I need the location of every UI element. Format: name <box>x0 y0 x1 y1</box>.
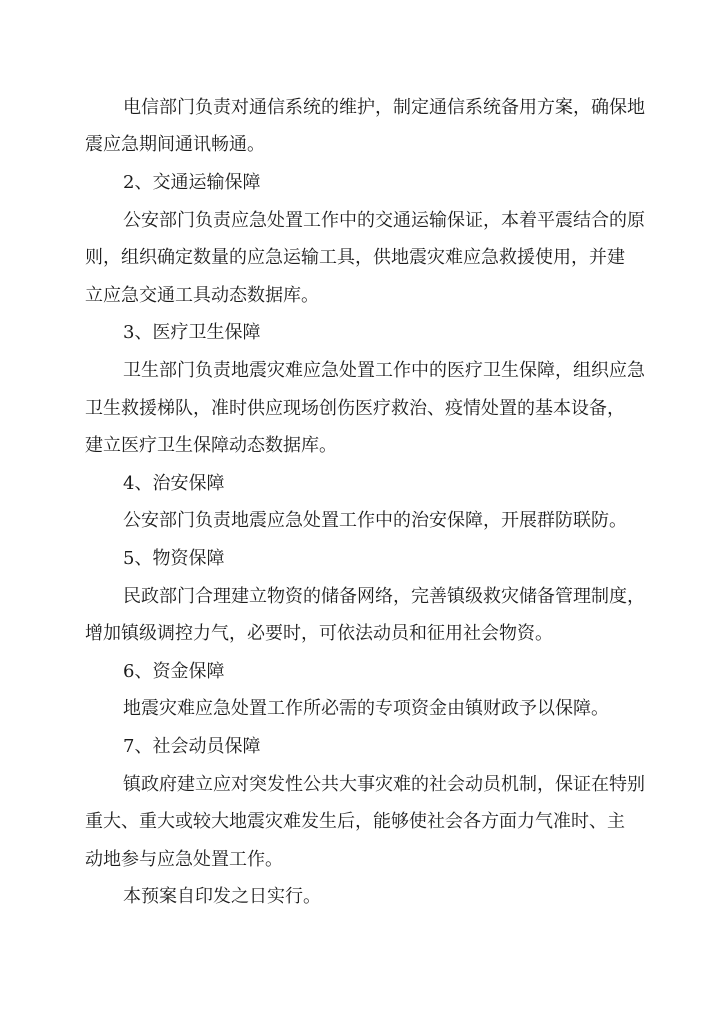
paragraph-line: 地震灾难应急处置工作所必需的专项资金由镇财政予以保障。 <box>123 698 609 719</box>
paragraph-line: 立应急交通工具动态数据库。 <box>85 285 319 306</box>
section-heading: 7、社会动员保障 <box>123 736 261 757</box>
paragraph-line: 本预案自印发之日实行。 <box>123 886 321 907</box>
section-heading: 5、物资保障 <box>123 548 225 569</box>
paragraph-line: 公安部门负责地震应急处置工作中的治安保障，开展群防联防。 <box>123 510 627 531</box>
paragraph-line: 卫生部门负责地震灾难应急处置工作中的医疗卫生保障，组织应急 <box>123 360 645 381</box>
paragraph-line: 卫生救援梯队，准时供应现场创伤医疗救治、疫情处置的基本设备， <box>85 398 625 419</box>
paragraph-line: 建立医疗卫生保障动态数据库。 <box>85 435 337 456</box>
paragraph-line: 镇政府建立应对突发性公共大事灾难的社会动员机制，保证在特别 <box>123 774 645 795</box>
paragraph-line: 民政部门合理建立物资的储备网络，完善镇级救灾储备管理制度， <box>123 586 645 607</box>
paragraph-line: 震应急期间通讯畅通。 <box>85 134 265 155</box>
paragraph-line: 公安部门负责应急处置工作中的交通运输保证，本着平震结合的原 <box>123 210 645 231</box>
section-heading: 4、治安保障 <box>123 473 225 494</box>
paragraph-line: 则，组织确定数量的应急运输工具，供地震灾难应急救援使用，并建 <box>85 247 625 268</box>
paragraph-line: 增加镇级调控力气，必要时，可依法动员和征用社会物资。 <box>85 623 553 644</box>
paragraph-line: 电信部门负责对通信系统的维护，制定通信系统备用方案，确保地 <box>123 97 645 118</box>
paragraph-line: 重大、重大或较大地震灾难发生后，能够使社会各方面力气准时、主 <box>85 811 625 832</box>
section-heading: 6、资金保障 <box>123 661 225 682</box>
section-heading: 3、医疗卫生保障 <box>123 322 261 343</box>
section-heading: 2、交通运输保障 <box>123 172 261 193</box>
paragraph-line: 动地参与应急处置工作。 <box>85 849 283 870</box>
